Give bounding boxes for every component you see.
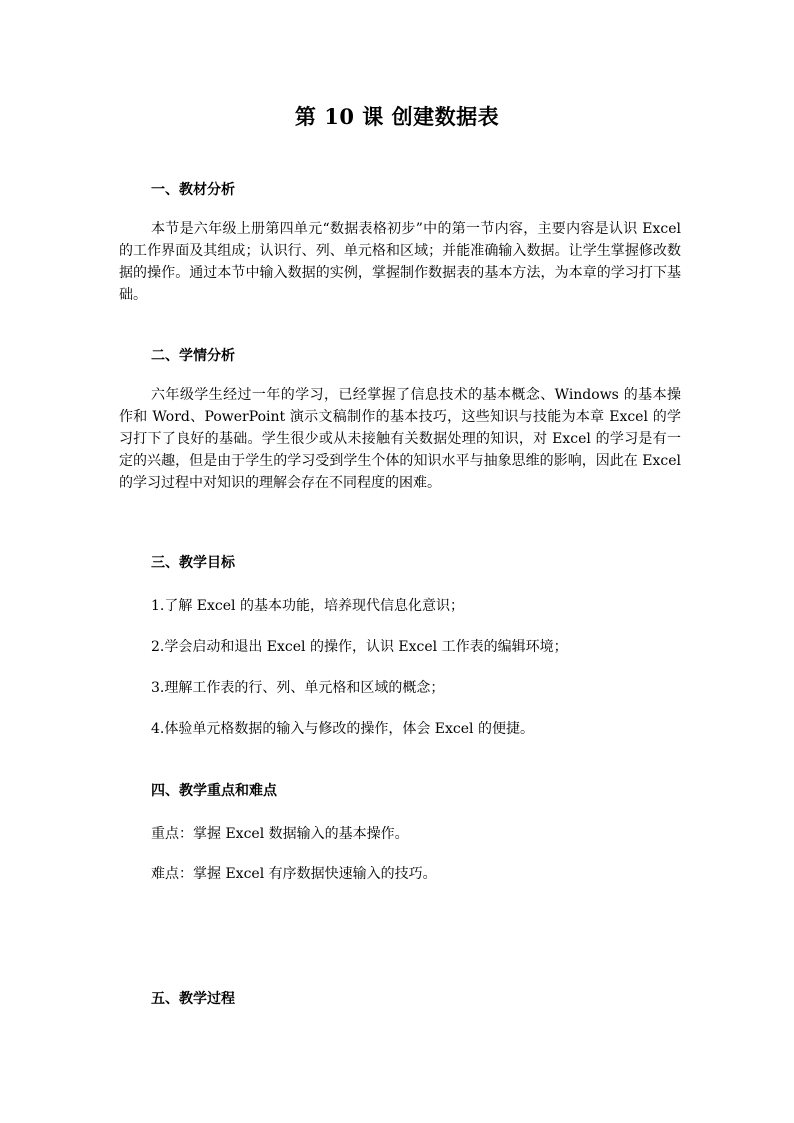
objective-item: 2.学会启动和退出 Excel 的操作，认识 Excel 工作表的编辑环境； — [151, 639, 568, 655]
section-heading-key-points: 四、教学重点和难点 — [151, 783, 277, 799]
section-heading-textbook-analysis: 一、教材分析 — [151, 182, 235, 198]
section-heading-teaching-process: 五、教学过程 — [151, 991, 235, 1007]
textbook-analysis-paragraph: 本节是六年级上册第四单元“数据表格初步”中的第一节内容，主要内容是认识 Excel 的工作界面及其组成；认识行、列、单元格和区域；并能准确输入数据。让学生掌握修改数据的操作。通过本节中输入数据的实例，掌握制作数据表的基本方法，为本章的学习打下基础。 — [119, 221, 681, 303]
objective-item: 3.理解工作表的行、列、单元格和区域的概念； — [151, 680, 445, 696]
key-point-item: 重点：掌握 Excel 数据输入的基本操作。 — [151, 826, 409, 842]
lesson-title: 第 10 课 创建数据表 — [294, 104, 500, 129]
section-heading-student-analysis: 二、学情分析 — [151, 348, 235, 364]
student-analysis-paragraph: 六年级学生经过一年的学习，已经掌握了信息技术的基本概念、Windows 的基本操作和 Word、PowerPoint 演示文稿制作的基本技巧，这些知识与技能为本章 Excel 的学习打下了良好的基础。学生很少或从未接触有关数据处理的知识，对 Excel 的学习是有一定的兴趣，但是由于学生的学习受到学生个体的知识水平与抽象思维的影响，因此在 Excel 的学习过程中对知识的理解会存在不同程度的困难。 — [119, 387, 681, 491]
objective-item: 4.体验单元格数据的输入与修改的操作，体会 Excel 的便捷。 — [151, 721, 534, 737]
difficulty-item: 难点：掌握 Excel 有序数据快速输入的技巧。 — [151, 866, 437, 882]
section-heading-teaching-objectives: 三、教学目标 — [151, 555, 235, 571]
objective-item: 1.了解 Excel 的基本功能，培养现代信息化意识； — [151, 598, 464, 614]
